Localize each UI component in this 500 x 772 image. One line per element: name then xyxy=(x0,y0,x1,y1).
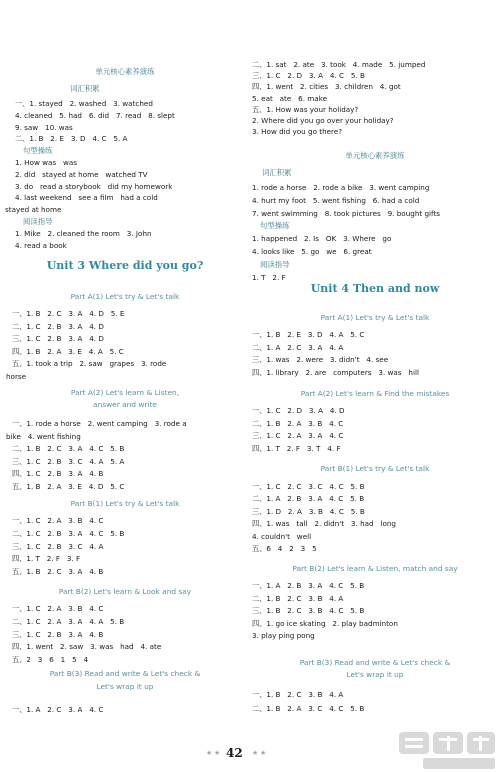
answer-line: 1. happened 2. Is OK 3. Where go xyxy=(252,234,392,244)
answer-line: 4. hurt my foot 5. went fishing 6. had a cold xyxy=(252,195,420,205)
answer-line: 三、1. C 2. B 3. C 4. A xyxy=(12,541,104,551)
answer-line: 五、2 3 6 1 5 4 xyxy=(12,655,89,665)
answer-line: 一、1. rode a horse 2. went camping 3. rode a xyxy=(12,419,187,428)
answer-line: 五、6 4 2 3 5 xyxy=(252,544,317,553)
answer-line: 三、1. C 2. A 3. A 4. C xyxy=(252,431,344,441)
answer-line: 一、1. B 2. E 3. D 4. A 5. C xyxy=(252,330,365,339)
subheading: 阅读指导 xyxy=(23,217,53,226)
answer-line: 三、1. was 2. were 3. didn't 4. see xyxy=(252,355,389,365)
part-title: answer and write xyxy=(93,400,157,409)
answer-line: 四、1. T 2. F 3. T 4. F xyxy=(252,443,341,453)
answer-line: 3. play ping pong xyxy=(252,631,315,641)
subheading: 阅读指导 xyxy=(260,259,290,269)
answer-line: 二、1. A 2. B 3. A 4. C 5. B xyxy=(252,494,365,504)
star-icon: ★ xyxy=(260,749,267,757)
section-title: 单元核心素养演练 xyxy=(95,67,155,76)
watermark-logo xyxy=(393,728,499,772)
answer-line: 一、1. C 2. A 3. B 4. C xyxy=(12,516,104,525)
answer-line: 二、1. C 2. B 3. A 4. C 5. B xyxy=(12,528,125,538)
answer-line: 五、1. B 2. C 3. A 4. B xyxy=(12,567,104,577)
answer-line: 二、1. sat 2. ate 3. took 4. made 5. jumped xyxy=(252,60,426,69)
star-icon: ★ xyxy=(252,749,259,757)
part-title: Part B(3) Read and write & Let's check & xyxy=(49,669,201,678)
part-title: Part B(2) Let's learn & Listen, match and say xyxy=(292,564,458,573)
subheading: 词汇积累 xyxy=(70,84,100,93)
answer-line: 五、1. How was your holiday? xyxy=(252,104,359,114)
answer-line: 1. T 2. F xyxy=(252,272,286,282)
answer-line: 4. looks like 5. go we 6. great xyxy=(252,247,372,256)
answer-line: 四、1. B 2. A 3. E 4. A 5. C xyxy=(12,346,124,356)
section-title: 单元核心素养演练 xyxy=(345,151,405,160)
answer-line: 二、1. B 2. A 3. C 4. C 5. B xyxy=(252,703,365,713)
answer-line: 二、1. B 2. E 3. D 4. C 5. A xyxy=(15,134,128,144)
answer-line: 4. couldn't well xyxy=(252,531,312,541)
answer-line: 一、1. C 2. A 3. B 4. C xyxy=(12,604,104,613)
answer-line: 4. read a book xyxy=(15,240,67,250)
answer-line: 四、1. C 2. B 3. A 4. B xyxy=(12,469,104,479)
answer-line: 2. Where did you go over your holiday? xyxy=(252,116,394,125)
unit-title: Unit 4 Then and now xyxy=(310,282,440,295)
part-title: Part B(1) Let's try & Let's talk xyxy=(70,499,180,508)
answer-line: 三、1. D 2. A 3. B 4. C 5. B xyxy=(252,506,365,516)
answer-line: 3. do read a storybook did my homework xyxy=(15,181,173,191)
answer-line: 1. How was was xyxy=(15,158,78,167)
part-title: Let's wrap it up xyxy=(96,682,154,691)
answer-line: 二、1. C 2. A 3. A 4. A 5. B xyxy=(12,616,125,626)
subheading: 句型操练 xyxy=(23,146,53,156)
answer-line: 二、1. B 2. C 3. B 4. A xyxy=(252,593,344,603)
answer-line: 一、1. B 2. C 3. B 4. A xyxy=(252,690,344,699)
answer-line: 四、1. T 2. F 3. F xyxy=(12,554,81,564)
answer-line: stayed at home xyxy=(5,205,62,215)
answer-line: 三、1. C 2. B 3. A 4. B xyxy=(12,629,104,639)
answer-line: 1. rode a horse 2. rode a bike 3. went camping xyxy=(252,183,430,192)
star-icon: ★ xyxy=(206,749,213,757)
part-title: Part A(2) Let's learn & Listen, xyxy=(70,388,180,397)
answer-line: 二、1. C 2. B 3. A 4. D xyxy=(12,321,104,331)
answer-line: 4. cleaned 5. had 6. did 7. read 8. slept xyxy=(15,110,175,120)
answer-line: 5. eat ate 6. make xyxy=(252,93,328,103)
answer-line: horse xyxy=(6,372,27,381)
star-icon: ★ xyxy=(214,749,221,757)
answer-line: 五、1. took a trip 2. saw grapes 3. rode xyxy=(12,359,167,369)
subheading: 词汇积累 xyxy=(262,168,292,177)
answer-line: 四、1. was tall 2. didn't 3. had long xyxy=(252,519,396,529)
answer-line: 一、1. C 2. D 3. A 4. D xyxy=(252,406,345,415)
page-number: 42 xyxy=(226,746,243,760)
answer-line: bike 4. went fishing xyxy=(6,431,81,441)
answer-line: 四、1. library 2. are computers 3. was hill xyxy=(252,367,419,377)
answer-line: 2. did stayed at home watched TV xyxy=(15,169,148,179)
answer-line: 三、1. B 2. C 3. B 4. C 5. B xyxy=(252,606,365,616)
answer-line: 二、1. B 2. A 3. B 4. C xyxy=(252,418,344,428)
answer-line: 二、1. B 2. C 3. A 4. C 5. B xyxy=(12,444,125,454)
answer-line: 四、1. go ice skating 2. play badminton xyxy=(252,618,398,628)
answer-line: 四、1. went 2. saw 3. was had 4. ate xyxy=(12,642,162,652)
answer-line: 3. How did you go there? xyxy=(252,127,343,137)
part-title: Part B(3) Read and write & Let's check & xyxy=(299,658,451,667)
part-title: Part A(1) Let's try & Let's talk xyxy=(320,313,430,322)
answer-line: 五、1. B 2. A 3. E 4. D 5. C xyxy=(12,482,125,491)
part-title: Part A(1) Let's try & Let's talk xyxy=(70,292,180,301)
part-title: Part B(1) Let's try & Let's talk xyxy=(320,464,430,473)
answer-line: 9. saw 10. was xyxy=(15,122,73,132)
answer-line: 一、1. A 2. B 3. A 4. C 5. B xyxy=(252,581,365,590)
answer-line: 一、1. stayed 2. washed 3. watched xyxy=(15,99,153,108)
part-title: Let's wrap it up xyxy=(346,670,404,679)
answer-line: 一、1. B 2. C 3. A 4. D 5. E xyxy=(12,309,125,318)
unit-title: Unit 3 Where did you go? xyxy=(46,259,204,272)
answer-line: 7. went swimming 8. took pictures 9. bought gifts xyxy=(252,208,441,218)
subheading: 句型操练 xyxy=(260,221,290,231)
answer-line: 二、1. A 2. C 3. A 4. A xyxy=(252,342,344,352)
answer-line: 1. Mike 2. cleaned the room 3. John xyxy=(15,228,152,238)
answer-line: 四、1. went 2. cities 3. children 4. got xyxy=(252,82,401,92)
answer-line: 三、1. C 2. B 3. C 4. A 5. A xyxy=(12,456,125,466)
answer-line: 一、1. C 2. C 3. C 4. C 5. B xyxy=(252,482,365,491)
part-title: Part B(2) Let's learn & Look and say xyxy=(58,587,192,596)
answer-line: 4. last weekend see a film had a cold xyxy=(15,193,158,203)
answer-line: 一、1. A 2. C 3. A 4. C xyxy=(12,705,104,714)
answer-line: 三、1. C 2. B 3. A 4. D xyxy=(12,334,104,344)
answer-line: 三、1. C 2. D 3. A 4. C 5. B xyxy=(252,71,365,81)
part-title: Part A(2) Let's learn & Find the mistakes xyxy=(300,389,450,398)
